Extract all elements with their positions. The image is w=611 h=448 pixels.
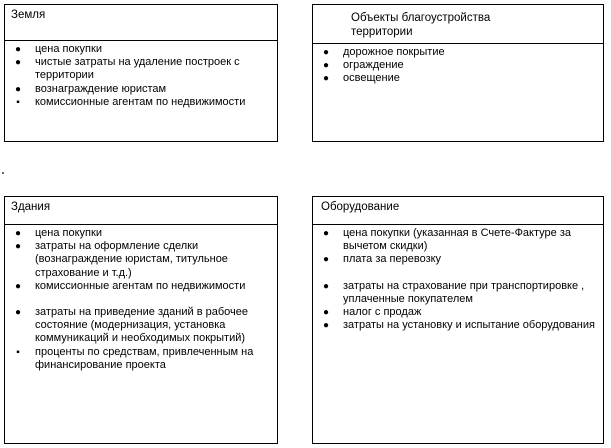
list-item-text: затраты на установку и испытание оборудования <box>343 319 595 332</box>
list-item-text: плата за перевозку <box>343 253 442 266</box>
list-item <box>9 83 273 96</box>
list-item-text: освещение <box>343 72 400 85</box>
card-land-title: Земля <box>5 5 277 41</box>
card-buildings-list <box>5 225 277 372</box>
card-land-list <box>5 41 277 109</box>
bullet-icon: ● <box>322 228 330 239</box>
list-item-text: комиссионные агентам по недвижимости <box>35 95 246 108</box>
bullet-icon: ● <box>14 83 22 95</box>
list-item-text: вознаграждение юристам <box>35 82 167 95</box>
list-item-text: цена покупки (указанная в Счете-Фактуре за вычетом скидки) <box>343 227 571 253</box>
card-improvements-list <box>313 44 603 86</box>
list-item <box>317 319 599 332</box>
bullet-icon: ● <box>322 47 330 58</box>
list-item <box>317 59 599 72</box>
list-item <box>9 346 273 372</box>
list-item <box>9 227 273 240</box>
list-item-text: цена покупки <box>35 227 102 239</box>
card-equipment-list <box>313 225 603 332</box>
list-item <box>317 46 599 59</box>
card-improvements-title: Объекты благоустройства территории <box>313 5 603 44</box>
bullet-icon: ● <box>322 307 330 319</box>
list-item <box>9 56 273 82</box>
list-item <box>9 280 273 293</box>
list-item <box>317 253 599 266</box>
list-item <box>317 280 599 306</box>
list-item-text: комиссионные агентам по недвижимости <box>35 279 246 292</box>
list-item-text: затраты на приведение зданий в рабочее состояние (модернизация, установка коммуникаций и необходимых покрытий) <box>35 306 248 345</box>
list-item <box>317 227 599 253</box>
square-bullet-icon: ▪ <box>16 346 20 358</box>
list-item-text: чистые затраты на удаление построек с территории <box>35 56 240 82</box>
bullet-icon: ● <box>14 241 22 253</box>
bullet-icon: ● <box>14 280 22 292</box>
list-item <box>317 72 599 85</box>
list-item <box>317 306 599 319</box>
bullet-icon: ● <box>14 57 22 69</box>
list-item-text: затраты на оформление сделки (вознаграждение юристам, титульное страхование и т.д.) <box>35 240 228 279</box>
bullet-icon: ● <box>14 307 22 319</box>
bullet-icon: ● <box>322 320 330 332</box>
list-item <box>9 306 273 346</box>
list-item-text: ограждение <box>343 59 404 72</box>
bullet-icon: ● <box>14 44 22 55</box>
list-item-text: проценты по средствам, привлеченным на финансирование проекта <box>35 345 254 371</box>
square-bullet-icon: ▪ <box>16 96 20 108</box>
bullet-icon: ● <box>14 228 22 239</box>
list-item-text: налог с продаж <box>343 306 422 319</box>
card-improvements <box>312 4 604 142</box>
list-item-text: цена покупки <box>35 43 102 55</box>
list-item <box>9 96 273 109</box>
list-item-text: затраты на страхование при транспортировке , уплаченные покупателем <box>343 279 585 305</box>
stray-dot <box>2 172 4 174</box>
bullet-icon: ● <box>322 280 330 292</box>
list-item <box>9 240 273 280</box>
card-buildings <box>4 196 278 444</box>
bullet-icon: ● <box>322 254 330 266</box>
card-equipment-title: Оборудование <box>313 197 603 225</box>
list-item <box>9 43 273 56</box>
bullet-icon: ● <box>322 73 330 85</box>
card-buildings-title: Здания <box>5 197 277 225</box>
list-item-text: дорожное покрытие <box>343 46 445 58</box>
bullet-icon: ● <box>322 60 330 72</box>
card-equipment <box>312 196 604 444</box>
card-land <box>4 4 278 142</box>
